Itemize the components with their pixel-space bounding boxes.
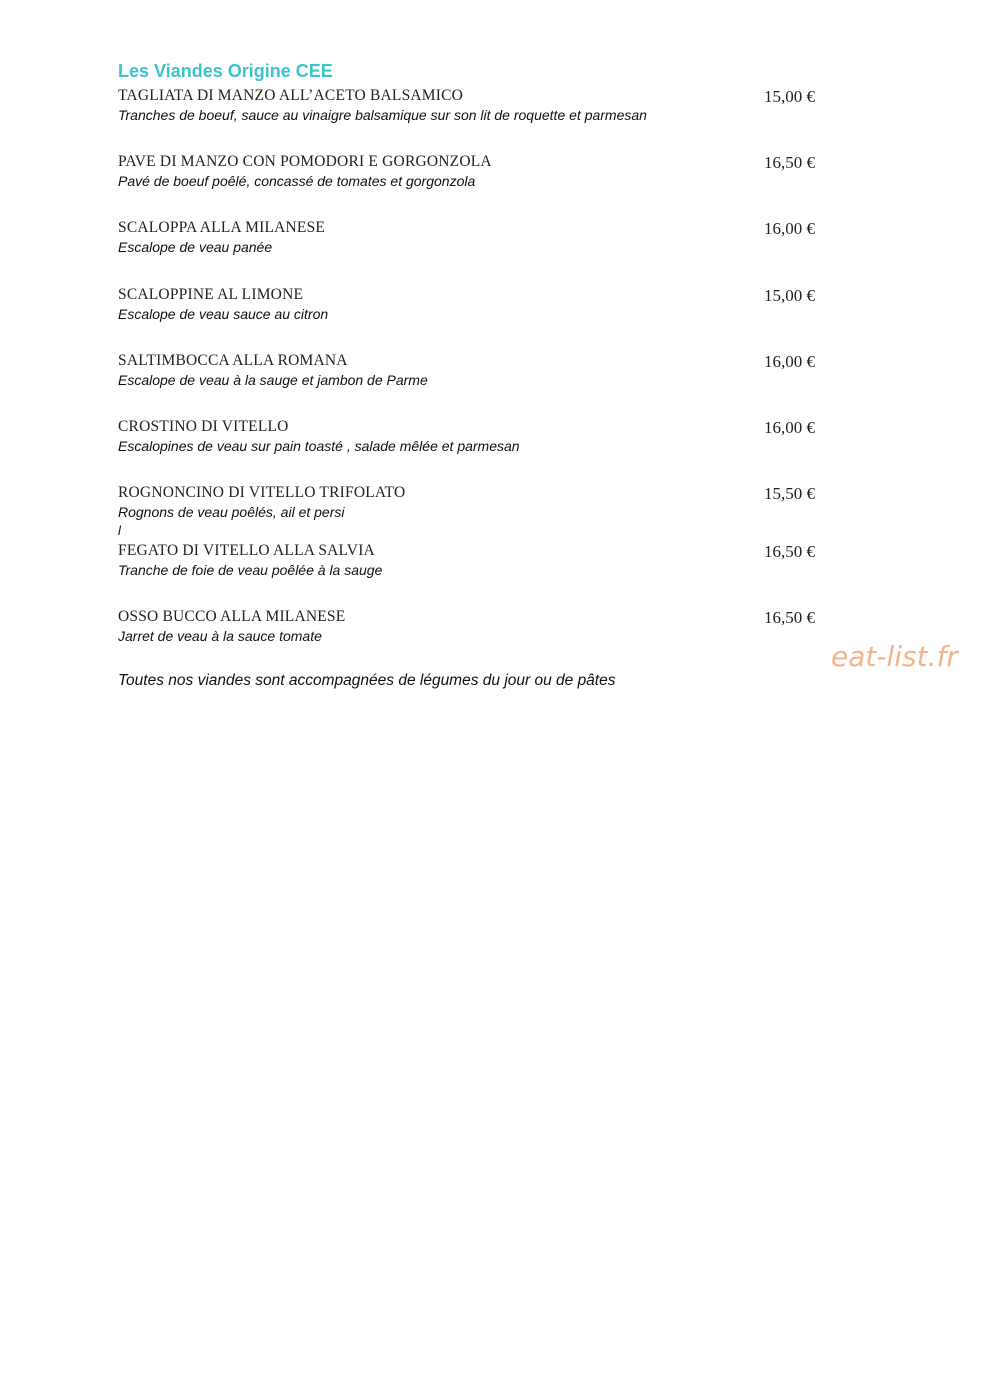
menu-item: [118, 542, 828, 582]
item-price: 16,50 €: [764, 542, 815, 561]
item-description: Escalope de veau panée: [118, 239, 273, 255]
menu-item: [118, 418, 828, 458]
item-description: Jarret de veau à la sauce tomate: [118, 628, 322, 644]
menu-item: [118, 219, 828, 259]
stray-mark: l: [118, 523, 121, 538]
item-description: Tranche de foie de veau poêlée à la sauge: [118, 562, 383, 578]
item-description: Escalopines de veau sur pain toasté , salade mêlée et parmesan: [118, 438, 520, 454]
item-price: 16,00 €: [764, 418, 815, 437]
item-price: 15,00 €: [764, 286, 815, 305]
item-name: PAVE DI MANZO CON POMODORI E GORGONZOLA: [118, 153, 492, 170]
item-name: OSSO BUCCO ALLA MILANESE: [118, 608, 346, 625]
item-price: 16,00 €: [764, 219, 815, 238]
footnote: Toutes nos viandes sont accompagnées de légumes du jour ou de pâtes: [118, 672, 616, 689]
watermark: eat-list.fr: [831, 640, 958, 673]
item-description: Escalope de veau sauce au citron: [118, 306, 329, 322]
menu-item: [118, 608, 828, 648]
menu-item: [118, 87, 828, 127]
item-name: SCALOPPINE AL LIMONE: [118, 286, 304, 303]
item-price: 16,00 €: [764, 352, 815, 371]
section-title: Les Viandes Origine CEE: [118, 61, 333, 81]
item-price: 16,50 €: [764, 153, 815, 172]
item-name: CROSTINO DI VITELLO: [118, 418, 289, 435]
item-name: TAGLIATA DI MANZO ALL’ACETO BALSAMICO: [118, 87, 464, 104]
item-price: 15,00 €: [764, 87, 815, 106]
item-name: ROGNONCINO DI VITELLO TRIFOLATO: [118, 484, 406, 501]
item-price: 15,50 €: [764, 484, 815, 503]
item-price: 16,50 €: [764, 608, 815, 627]
item-name: SCALOPPA ALLA MILANESE: [118, 219, 326, 236]
menu-item: [118, 484, 828, 524]
menu-item: [118, 352, 828, 392]
item-name: SALTIMBOCCA ALLA ROMANA: [118, 352, 348, 369]
item-description: Tranches de boeuf, sauce au vinaigre balsamique sur son lit de roquette et parmesan: [118, 107, 647, 123]
item-description: Pavé de boeuf poêlé, concassé de tomates et gorgonzola: [118, 173, 476, 189]
menu-item: [118, 153, 828, 193]
item-description: Escalope de veau à la sauge et jambon de Parme: [118, 372, 428, 388]
item-name: FEGATO DI VITELLO ALLA SALVIA: [118, 542, 375, 559]
item-description: Rognons de veau poêlés, ail et persi: [118, 504, 345, 520]
menu-item: [118, 286, 828, 326]
